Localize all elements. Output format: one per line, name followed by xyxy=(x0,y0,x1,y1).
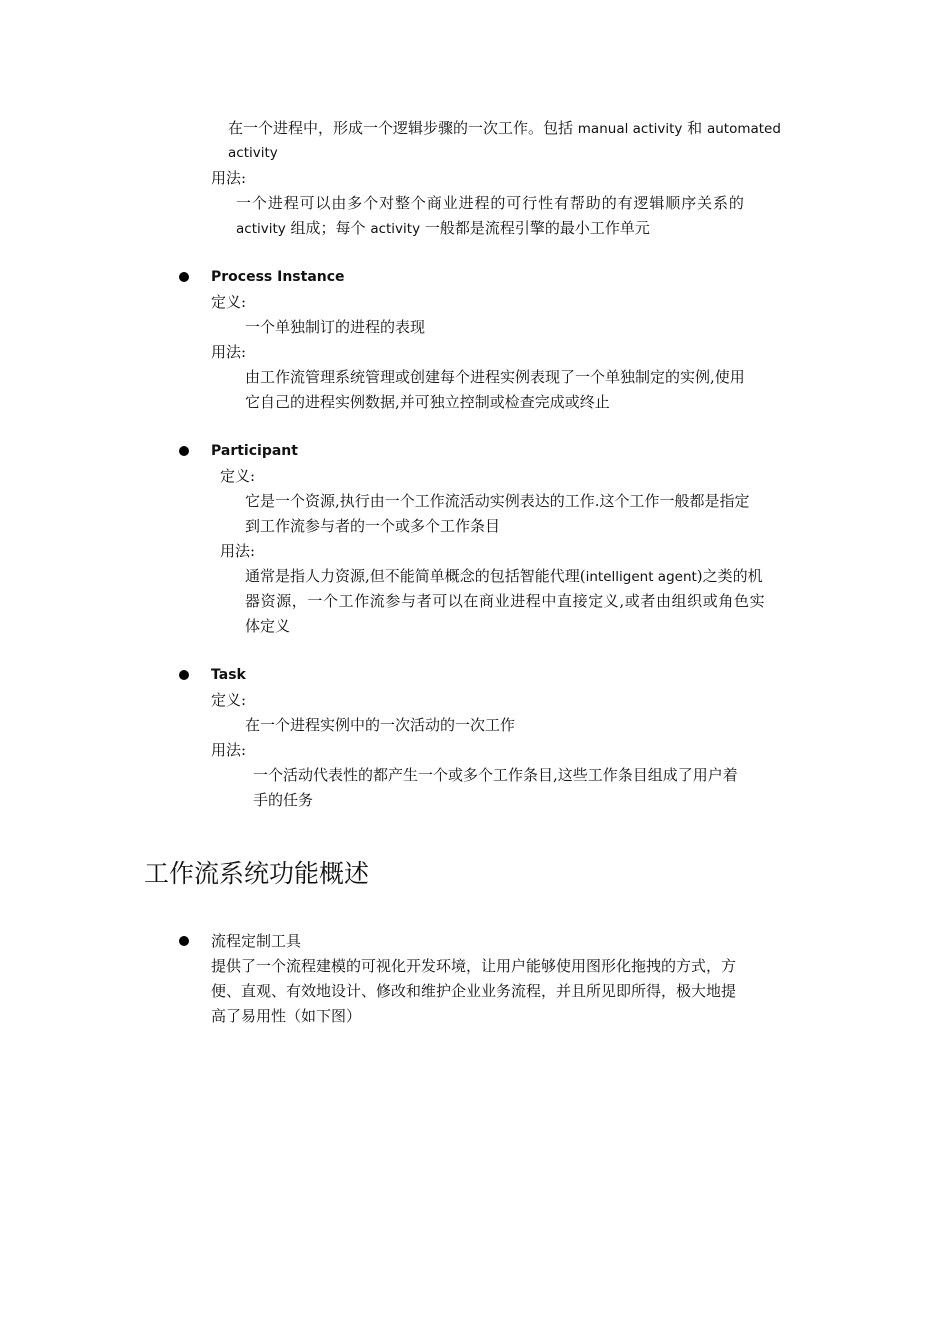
bullet-icon xyxy=(179,272,189,282)
participant-usage-line-2: 器资源，一个工作流参与者可以在商业进程中直接定义,或者由组织或角色实 xyxy=(245,592,766,610)
task-title: Task xyxy=(211,667,246,683)
section-item-line-2: 便、直观、有效地设计、修改和维护企业业务流程，并且所见即所得，极大地提 xyxy=(211,982,737,1000)
activity-definition-line-1: 在一个进程中，形成一个逻辑步骤的一次工作。包括 manual activity 和 automated xyxy=(228,119,781,137)
task-definition: 在一个进程实例中的一次活动的一次工作 xyxy=(245,716,516,734)
participant-definition-label: 定义: xyxy=(220,467,256,485)
process-instance-definition-label: 定义: xyxy=(211,293,247,311)
process-instance-definition: 一个单独制订的进程的表现 xyxy=(245,318,426,336)
activity-usage-line-1: 一个进程可以由多个对整个商业进程的可行性有帮助的有逻辑顺序关系的 xyxy=(236,194,745,212)
process-instance-usage-label: 用法: xyxy=(211,343,247,361)
participant-definition-line-2: 到工作流参与者的一个或多个工作条目 xyxy=(245,517,501,535)
task-usage-line-1: 一个活动代表性的都产生一个或多个工作条目,这些工作条目组成了用户着 xyxy=(253,766,738,784)
activity-definition-line-2: activity xyxy=(228,145,278,161)
participant-title: Participant xyxy=(211,443,298,459)
section-item-line-1: 提供了一个流程建模的可视化开发环境，让用户能够使用图形化拖拽的方式，方 xyxy=(211,957,737,975)
task-usage-line-2: 手的任务 xyxy=(253,791,314,809)
participant-usage-label: 用法: xyxy=(220,542,256,560)
bullet-icon xyxy=(179,936,189,946)
process-instance-usage-line-1: 由工作流管理系统管理或创建每个进程实例表现了一个单独制定的实例,使用 xyxy=(245,368,745,386)
participant-usage-line-1: 通常是指人力资源,但不能简单概念的包括智能代理(intelligent agent)之类的机 xyxy=(245,567,763,585)
bullet-icon xyxy=(179,670,189,680)
section-item-title: 流程定制工具 xyxy=(211,932,302,950)
section-heading: 工作流系统功能概述 xyxy=(144,859,370,888)
activity-usage-label: 用法: xyxy=(211,169,247,187)
section-item-line-3: 高了易用性（如下图） xyxy=(211,1007,362,1025)
participant-definition-line-1: 它是一个资源,执行由一个工作流活动实例表达的工作.这个工作一般都是指定 xyxy=(245,492,750,510)
bullet-icon xyxy=(179,446,189,456)
task-usage-label: 用法: xyxy=(211,741,247,759)
process-instance-title: Process Instance xyxy=(211,269,345,285)
activity-usage-line-2: activity 组成；每个 activity 一般都是流程引擎的最小工作单元 xyxy=(236,219,650,237)
process-instance-usage-line-2: 它自己的进程实例数据,并可独立控制或检查完成或终止 xyxy=(245,393,610,411)
task-definition-label: 定义: xyxy=(211,691,247,709)
participant-usage-line-3: 体定义 xyxy=(245,617,291,635)
